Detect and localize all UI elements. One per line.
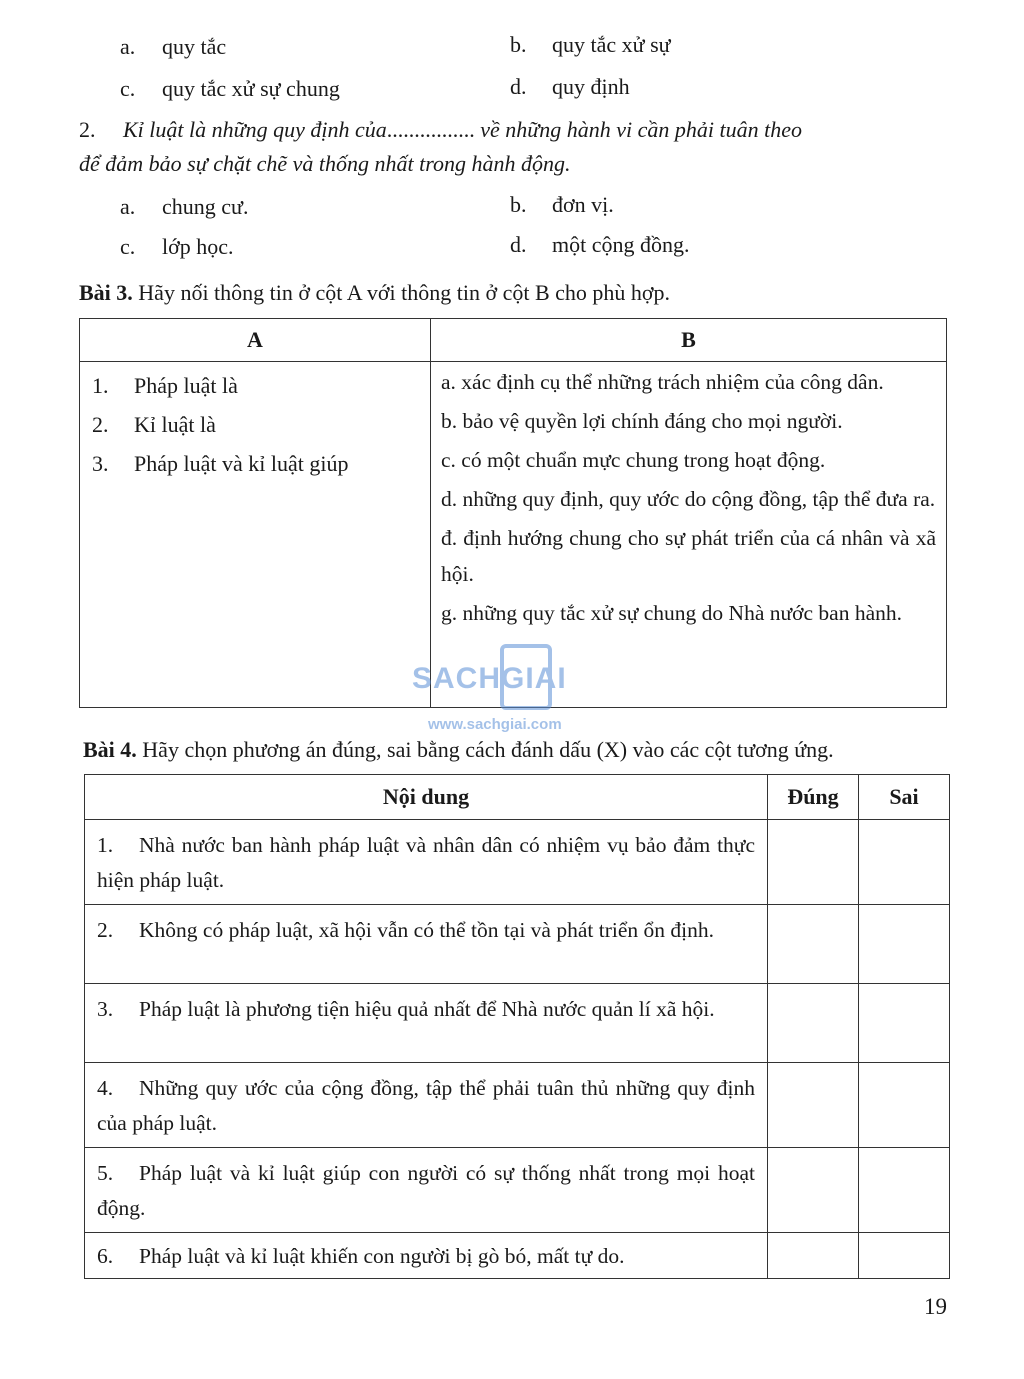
option-text: quy tắc [162, 34, 227, 59]
q2-line2: để đảm bảo sự chặt chẽ và thống nhất trong hành động. [79, 151, 571, 176]
row-text: Pháp luật và kỉ luật giúp con người có sự thống nhất trong mọi hoạt động. [97, 1161, 755, 1220]
false-cell[interactable] [859, 1063, 950, 1148]
q1-option-a [120, 34, 226, 60]
option-text: lớp học. [162, 234, 234, 259]
option-label: b. [510, 192, 527, 217]
watermark-url: www.sachgiai.com [428, 716, 562, 733]
watermark-logo: SACHGIAI [412, 662, 567, 695]
option-text: quy định [552, 74, 630, 99]
bai3-title: Bài 3. [79, 280, 133, 305]
q2-number: 2. [79, 117, 96, 142]
q2-line1 [79, 117, 802, 143]
row-content [85, 905, 768, 984]
q2-option-b [510, 192, 614, 218]
column-b-item: đ. định hướng chung cho sự phát triển của cá nhân và xã hội. [441, 526, 936, 586]
false-cell[interactable] [859, 820, 950, 905]
row-content [85, 1233, 768, 1279]
option-label: a. [120, 194, 136, 219]
column-b-item: c. có một chuẩn mực chung trong hoạt động. [441, 448, 826, 472]
row-content [85, 1063, 768, 1148]
item-text: Pháp luật là [134, 373, 238, 398]
option-label: c. [120, 76, 136, 101]
column-a-header: A [80, 319, 431, 362]
row-text: Nhà nước ban hành pháp luật và nhân dân có nhiệm vụ bảo đảm thực hiện pháp luật. [97, 833, 755, 892]
column-b-item: b. bảo vệ quyền lợi chính đáng cho mọi người. [441, 409, 843, 433]
q1-option-b [510, 32, 671, 58]
q2-text-a: Kỉ luật là những quy định của [123, 117, 387, 142]
option-label: d. [510, 232, 527, 257]
row-text: Những quy ước của cộng đồng, tập thể phải tuân thủ những quy định của pháp luật. [97, 1076, 755, 1135]
item-number: 1. [92, 373, 109, 398]
table-row [85, 1233, 950, 1279]
column-a-item [92, 366, 422, 405]
header-false: Sai [859, 775, 950, 820]
q2-option-d [510, 232, 690, 258]
option-text: một cộng đồng. [552, 232, 690, 257]
watermark [412, 640, 612, 733]
item-text: Pháp luật và kỉ luật giúp [134, 451, 349, 476]
q2-blank: ................ [386, 117, 475, 142]
table-row [85, 820, 950, 905]
option-text: quy tắc xử sự [552, 32, 671, 57]
row-text: Pháp luật và kỉ luật khiến con người bị gò bó, mất tự do. [139, 1244, 625, 1268]
true-false-table [84, 774, 950, 1279]
row-content [85, 1148, 768, 1233]
row-content [85, 820, 768, 905]
option-label: a. [120, 34, 136, 59]
row-text: Pháp luật là phương tiện hiệu quả nhất để Nhà nước quản lí xã hội. [139, 997, 715, 1021]
true-cell[interactable] [768, 820, 859, 905]
column-b-header: B [431, 319, 947, 362]
row-number: 6. [97, 1244, 114, 1268]
true-cell[interactable] [768, 1063, 859, 1148]
bai4-heading [83, 737, 834, 763]
column-b-item: d. những quy định, quy ước do cộng đồng, tập thể đưa ra. [441, 487, 936, 511]
table-row [85, 1063, 950, 1148]
bai3-instruction: Hãy nối thông tin ở cột A với thông tin ở cột B cho phù hợp. [132, 280, 671, 305]
item-number: 2. [92, 412, 109, 437]
bai3-heading [79, 280, 670, 306]
option-label: c. [120, 234, 136, 259]
false-cell[interactable] [859, 1233, 950, 1279]
row-text: Không có pháp luật, xã hội vẫn có thể tồn tại và phát triển ổn định. [139, 918, 714, 942]
item-number: 3. [92, 451, 109, 476]
q1-option-c [120, 76, 340, 102]
q2-option-a [120, 194, 248, 220]
q1-option-d [510, 74, 630, 100]
true-cell[interactable] [768, 984, 859, 1063]
row-number: 5. [97, 1161, 114, 1185]
column-a [80, 362, 431, 708]
table-row [85, 1148, 950, 1233]
column-a-item [92, 444, 422, 483]
header-content: Nội dung [85, 775, 768, 820]
option-label: b. [510, 32, 527, 57]
true-cell[interactable] [768, 905, 859, 984]
option-text: chung cư. [162, 194, 249, 219]
header-true: Đúng [768, 775, 859, 820]
column-b-item: a. xác định cụ thể những trách nhiệm của công dân. [441, 370, 884, 394]
row-content [85, 984, 768, 1063]
false-cell[interactable] [859, 905, 950, 984]
bai4-instruction: Hãy chọn phương án đúng, sai bằng cách đánh dấu (X) vào các cột tương ứng. [136, 737, 834, 762]
table-row [85, 984, 950, 1063]
row-number: 3. [97, 997, 114, 1021]
true-cell[interactable] [768, 1148, 859, 1233]
bai4-title: Bài 4. [83, 737, 137, 762]
page-number: 19 [924, 1294, 947, 1319]
row-number: 4. [97, 1076, 114, 1100]
false-cell[interactable] [859, 984, 950, 1063]
option-label: d. [510, 74, 527, 99]
true-cell[interactable] [768, 1233, 859, 1279]
column-a-item [92, 405, 422, 444]
q2-option-c [120, 234, 234, 260]
row-number: 2. [97, 918, 114, 942]
column-b-item: g. những quy tắc xử sự chung do Nhà nước ban hành. [441, 601, 903, 625]
false-cell[interactable] [859, 1148, 950, 1233]
q2-text-b: về những hành vi cần phải tuân theo [474, 117, 803, 142]
row-number: 1. [97, 833, 114, 857]
table-row [85, 905, 950, 984]
item-text: Kỉ luật là [134, 412, 216, 437]
option-text: quy tắc xử sự chung [162, 76, 340, 101]
option-text: đơn vị. [552, 192, 614, 217]
